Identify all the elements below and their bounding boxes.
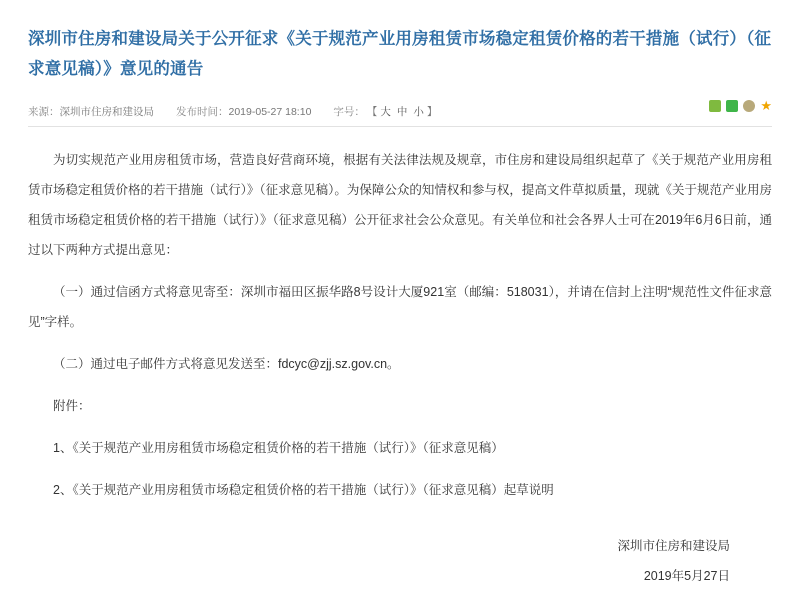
print-icon[interactable]	[743, 100, 755, 112]
bracket-left: 【	[366, 105, 378, 118]
meta-publish-value: 2019-05-27 18:10	[228, 105, 312, 118]
weixin-icon[interactable]	[726, 100, 738, 112]
meta-source-value: 深圳市住房和建设局	[59, 105, 154, 118]
share-toolbar	[709, 100, 772, 112]
signature-date: 2019年5月27日	[643, 569, 730, 583]
favorite-star-icon[interactable]: ★	[760, 98, 772, 113]
font-size-label: 字号：	[333, 105, 365, 118]
signature: 深圳市住房和建设局	[617, 539, 730, 553]
paragraph-method-mail: （一）通过信函方式将意见寄至：深圳市福田区振华路8号设计大厦921室（邮编：518031），并请在信封上注明“规范性文件征求意见”字样。	[28, 285, 772, 329]
page-title: 深圳市住房和建设局关于公开征求《关于规范产业用房租赁市场稳定租赁价格的若干措施（试行）（征求意见稿）》意见的通告	[28, 30, 772, 78]
font-size-large-button[interactable]: 大	[380, 105, 391, 118]
meta-source	[28, 104, 154, 119]
bracket-right: 】	[426, 105, 438, 118]
article-body	[28, 145, 772, 505]
paragraph-method-email: （二）通过电子邮件方式将意见发送至：fdcyc@zjj.sz.gov.cn。	[53, 357, 400, 371]
meta-source-label: 来源：	[28, 105, 60, 118]
article-meta-bar	[28, 98, 772, 124]
font-size-controls	[333, 104, 437, 119]
meta-publish-label: 发布时间：	[176, 105, 229, 118]
paragraph-intro: 为切实规范产业用房租赁市场，营造良好营商环境，根据有关法律法规及规章，市住房和建设局组织起草了《关于规范产业用房租赁市场稳定租赁价格的若干措施（试行）》（征求意见稿）。为保障公众的知情权和参与权，提高文件草拟质量，现就《关于规范产业用房租赁市场稳定租赁价格的若干措施（试行）》（征求意见稿）公开征求社会公众意见。有关单位和社会各界人士可在2019年6月6日前，通过以下两种方式提出意见：	[28, 153, 772, 257]
meta-publish-time	[176, 104, 311, 119]
attachment-item-1[interactable]: 1、《关于规范产业用房租赁市场稳定租赁价格的若干措施（试行）》（征求意见稿）	[53, 441, 504, 455]
font-size-small-button[interactable]: 小	[413, 105, 424, 118]
meta-divider	[28, 126, 772, 127]
attachments-label: 附件：	[53, 399, 91, 413]
font-size-medium-button[interactable]: 中	[396, 105, 408, 118]
wechat-share-icon[interactable]	[709, 100, 721, 112]
attachment-item-2[interactable]: 2、《关于规范产业用房租赁市场稳定租赁价格的若干措施（试行）》（征求意见稿）起草说明	[53, 483, 554, 497]
